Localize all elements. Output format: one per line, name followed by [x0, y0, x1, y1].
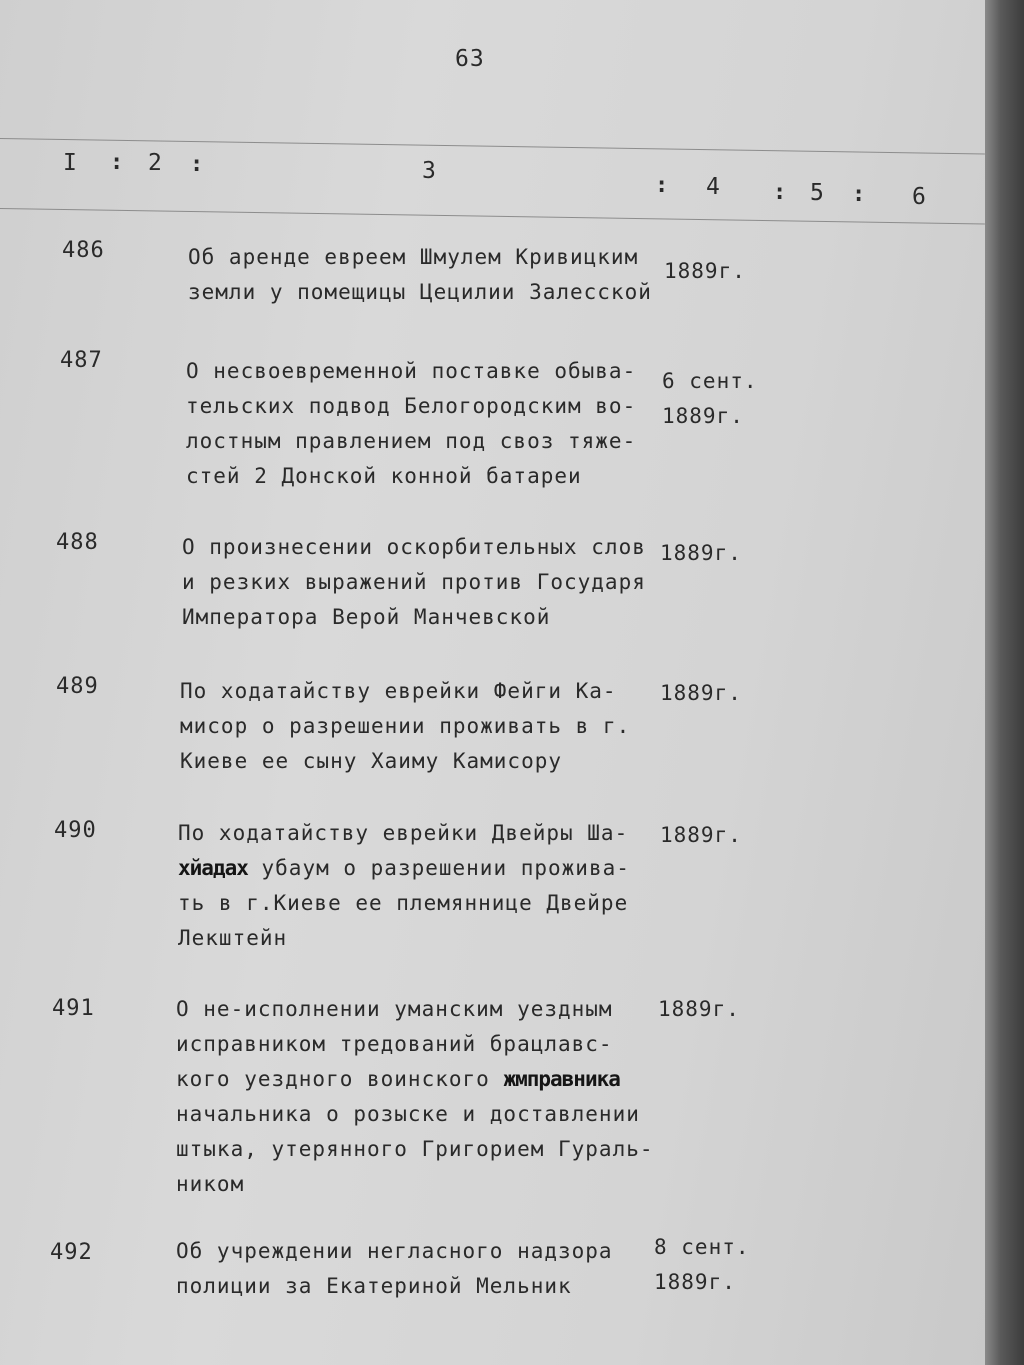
entry-description [176, 1234, 676, 1304]
entry-line: Лекштейн [178, 926, 288, 950]
column-header-2: 2 [148, 150, 163, 176]
entry-date [660, 676, 742, 711]
entry-line: О несвоевременной поставке обыва- [186, 359, 637, 383]
entry-line: исправником тредований брацлавс- [176, 1032, 613, 1056]
entry-line: Об аренде евреем Шмулем Кривицким [188, 245, 639, 269]
column-separator: : [110, 150, 125, 175]
column-separator: : [190, 152, 205, 177]
entry-date-line: 1889г. [660, 681, 742, 705]
entry-date [664, 254, 746, 289]
column-header-6: 6 [912, 184, 927, 210]
entry-date [658, 992, 740, 1027]
entry-description [182, 530, 682, 635]
page-edge-shadow [985, 0, 1024, 1365]
entry-line: О произнесении оскорбительных слов [182, 535, 646, 559]
entry-date-line: 1889г. [654, 1270, 736, 1294]
entry-date-line: 6 сент. [662, 369, 758, 393]
entry-number: 490 [54, 818, 97, 843]
entry-date-line: 1889г. [660, 823, 742, 847]
header-bottom-rule [0, 208, 985, 224]
entry-number: 491 [52, 996, 95, 1021]
entry-line: Императора Верой Манчевской [182, 605, 551, 629]
entry-line: По ходатайству еврейки Двейры Ша- [178, 821, 629, 845]
entry-description [180, 674, 680, 779]
entry-line: стей 2 Донской конной батареи [186, 464, 582, 488]
entry-date-line: 1889г. [664, 259, 746, 283]
entry-line: ником [176, 1172, 245, 1196]
entry-line: штыка, утерянного Григорием Гураль- [176, 1137, 654, 1161]
entry-line: земли у помещицы Цецилии Залесской [188, 280, 652, 304]
entry-number: 487 [60, 348, 103, 373]
entry-number: 492 [50, 1240, 93, 1265]
entry-line: По ходатайству еврейки Фейги Ка- [180, 679, 617, 703]
column-header-1: I [63, 150, 78, 176]
entry-date [654, 1230, 750, 1300]
entry-line: тельских подвод Белогородским во- [186, 394, 637, 418]
entry-line: начальника о розыске и доставлении [176, 1102, 640, 1126]
entry-number: 486 [62, 238, 105, 263]
entry-line: убаум о разрешении прожива- [261, 856, 630, 880]
entry-line: О не-исполнении уманским уездным [176, 997, 613, 1021]
page-number: 63 [455, 46, 485, 72]
entry-line: и резких выражений против Государя [182, 570, 646, 594]
column-header-5: 5 [810, 180, 825, 206]
entry-date-line: 8 сент. [654, 1235, 750, 1259]
entry-date-line: 1889г. [662, 404, 744, 428]
entry-line: кого уездного воинского [176, 1067, 490, 1091]
entry-line: ть в г.Киеве ее племяннице Двейре [178, 891, 629, 915]
entry-date-line: 1889г. [658, 997, 740, 1021]
entry-number: 488 [56, 530, 99, 555]
struck-out-text: жмправника [503, 1067, 620, 1091]
entry-number: 489 [56, 674, 99, 699]
entry-line: лостным правлением под своз тяже- [186, 429, 637, 453]
entry-date [660, 818, 742, 853]
entry-date [660, 536, 742, 571]
entry-description [176, 992, 676, 1202]
column-header-4: 4 [706, 174, 721, 200]
column-separator: : [852, 182, 867, 207]
column-header-3: 3 [422, 158, 437, 184]
entry-line: мисор о разрешении проживать в г. [180, 714, 631, 738]
entry-line: Об учреждении негласного надзора [176, 1239, 613, 1263]
entry-date-line: 1889г. [660, 541, 742, 565]
entry-date [662, 364, 758, 434]
entry-line: Киеве ее сыну Хаиму Камисору [180, 749, 563, 773]
struck-out-text: хйадах [178, 856, 248, 880]
entry-description [188, 240, 688, 310]
entry-line-with-correction [178, 851, 678, 886]
column-separator: : [655, 173, 670, 198]
entry-description [186, 354, 686, 494]
entry-line: полиции за Екатериной Мельник [176, 1274, 572, 1298]
entry-line-with-correction [176, 1062, 676, 1097]
column-separator: : [773, 180, 788, 205]
entry-description [178, 816, 678, 956]
